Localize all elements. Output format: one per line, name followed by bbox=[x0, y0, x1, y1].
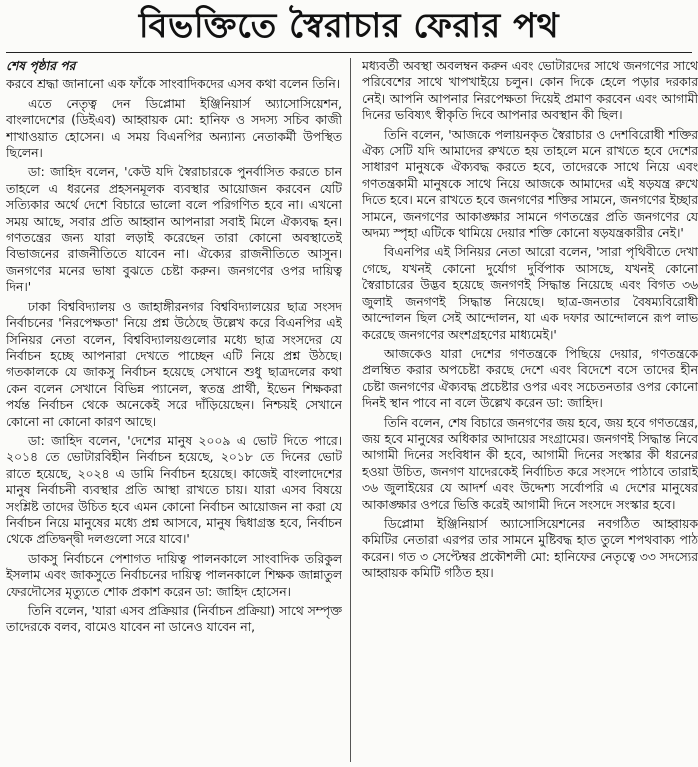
paragraph: আজকেও যারা দেশের গণতন্ত্রকে পিছিয়ে দেয়ার, গণতন্ত্রকে প্রলম্বিত করার অপচেষ্টা করছে দেশে এবং বিদেশে বসে তাদের হীন চেষ্টা জনগণের ঐক্যবদ্ধ প্রচেষ্টার ওপর এবং সচেতনতার ওপর কোনো দিনই স্থান পাবে না বলে উল্লেখ করেন ডা: জাহিদ। bbox=[362, 346, 698, 411]
continuation-tag: শেষ পৃষ্ঠার পর bbox=[6, 59, 76, 73]
paragraph: তিনি বলেন, 'আজকে পলায়নকৃত স্বৈরাচার ও দেশবিরোধী শক্তির ঐক্য সেটি যদি আমাদের রুখতে হয় তাহলে মনে রাখতে হবে দেশের সাধারণ মানুষকে ঐক্যবদ্ধ করতে হবে, তাদেরকে সাথে নিয়ে এবং গণতন্ত্রকামী মানুষকে সাথে নিয়ে আজকে আমাদের এই ষড়যন্ত্র রুখে দিতে হবে। মনে রাখতে হবে জনগণের শক্তির সামনে, জনগণের ইচ্ছার সামনে, জনগণের আকাঙ্ক্ষার সামনে গণতন্ত্রের প্রতি জনগণের যে অদম্য স্পৃহা এটিকে থামিয়ে দেয়ার শক্তি কোনো ষড়যন্ত্রকারীর নেই।' bbox=[362, 127, 698, 241]
paragraph: তিনি বলেন, 'যারা এসব প্রক্রিয়ার (নির্বাচন প্রক্রিয়া) সাথে সম্পৃক্ত তাদেরকে বলব, বামেও যাবেন না ডানেও যাবেন না, bbox=[6, 604, 342, 635]
left-column bbox=[6, 58, 342, 764]
paragraph: ডা: জাহিদ বলেন, 'দেশের মানুষ ২০০৯ এ ভোট দিতে পারে। ২০১৪ তে ভোটারবিহীন নির্বাচন হয়েছে, ২০১৮ তে দিনের ভোট রাতে হয়েছে, ২০২৪ এ ডামি নির্বাচন হয়েছে। কাজেই বাংলাদেশের মানুষ নির্বাচনী ব্যবস্থার প্রতি আস্থা রাখতে চায়। যারা এসব বিষয়ে সংশ্লিষ্ট তাদের উচিত হবে এমন কোনো নির্বাচন আয়োজন না করা যে নির্বাচন নিয়ে মানুষের মধ্যে প্রশ্ন আসবে, মানুষ দ্বিধাগ্রস্ত হবে, নির্বাচন থেকে প্রতিদ্বন্দ্বী দলগুলো সরে যাবে।' bbox=[6, 433, 342, 547]
headline: বিভক্তিতে স্বৈরাচার ফেরার পথ bbox=[138, 6, 560, 46]
paragraph: ডিপ্লোমা ইঞ্জিনিয়ার্স অ্যাসোসিয়েশনের নবগঠিত আহ্বায়ক কমিটির নেতারা এরপর তার সামনে মুষ্টিবদ্ধ হাত তুলে শপথবাক্য পাঠ করেন। গত ৩ সেপ্টেম্বর প্রকৌশলী মো: হানিফের নেতৃত্বে ৩৩ সদস্যের আহ্বায়ক কমিটি গঠিত হয়। bbox=[362, 516, 698, 581]
paragraph: করবে শ্রদ্ধা জানানো এক ফাঁকে সাংবাদিকদের এসব কথা বলেন তিনি। bbox=[6, 77, 341, 92]
paragraph: তিনি বলেন, শেষ বিচারে জনগণের জয় হবে, জয় হবে গণতন্ত্রের, জয় হবে মানুষের অধিকার আদায়ের সংগ্রামের। জনগণই সিদ্ধান্ত নিবে আগামী দিনের সংবিধান কী হবে, আগামী দিনের সংস্কার কী ধরনের হওয়া উচিত, জনগণ যাদেরকেই নির্বাচিত করে সংসদে পাঠাবে তারাই ৩৬ জুলাইয়ের যে আদর্শ এবং উদ্দেশ্য সর্বোপরি এ দেশের মানুষের আকাঙ্ক্ষার ওপরে ভিত্তি করেই আগামী দিনে সংসদে সংস্কার হবে। bbox=[362, 415, 698, 512]
paragraph: এতে নেতৃত্ব দেন ডিপ্লোমা ইঞ্জিনিয়ার্স অ্যাসোসিয়েশন, বাংলাদেশের (ডিইএব) আহ্বায়ক মো: হানিফ ও সদস্য সচিব কাজী শাখাওয়াত হোসেন। এ সময় বিএনপির অন্যান্য নেতাকর্মী উপস্থিত ছিলেন। bbox=[6, 96, 342, 161]
column-divider bbox=[350, 58, 351, 762]
paragraph: ডা: জাহিদ বলেন, 'কেউ যদি স্বৈরাচারকে পুনর্বাসিত করতে চান তাহলে এ ধরনের প্রহসনমূলক ব্যবস্থার আয়োজন করবেন যেটি সত্যিকার অর্থে দেশে বিচারে ভালো বলে পরিগণিত হবে না। এখনো সময় আছে, সবার প্রতি আহ্বান আপনারা সবাই মিলে ঐক্যবদ্ধ হন। গণতন্ত্রের জন্য যারা লড়াই করেছেন তারা কোনো অবস্থাতেই বিভাজনের রাজনীতিতে যাবেন না। ঐক্যের রাজনীতিতে আসুন। জনগণের মনের ভাষা বুঝতে চেষ্টা করুন। জনগণের ওপর দায়িত্ব দিন।' bbox=[6, 165, 342, 295]
right-column bbox=[362, 58, 698, 764]
paragraph: মধ্যবর্তী অবস্থা অবলম্বন করুন এবং ভোটারদের সাথে জনগণের সাথে পরিবেশের সাথে খাপখাইয়ে চলুন। কোন দিকে হেলে পড়ার দরকার নেই। আপনি আপনার নিরপেক্ষতা দিয়েই প্রমাণ করবেন এবং আগামী দিনের ভবিষ্যৎ স্বীকৃতি দিবে আপনার অবস্থান কী ছিল। bbox=[362, 59, 698, 123]
headline-rule bbox=[6, 52, 692, 53]
paragraph: বিএনপির এই সিনিয়র নেতা আরো বলেন, 'সারা পৃথিবীতে দেখা গেছে, যখনই কোনো দুর্যোগ দুর্বিপাক আসছে, যখনই কোনো স্বৈরাচারের উদ্ভব হয়েছে জনগণই সিদ্ধান্ত নিয়েছে এবং বিগত ৩৬ জুলাই জনগণই সিদ্ধান্ত নিয়েছে। ছাত্র-জনতার বৈষম্যবিরোধী আন্দোলন ছিল সেই আন্দোলন, যা এক দফার আন্দোলনে রূপ লাভ করেছে জনগণের অংশগ্রহণের মাধ্যমেই।' bbox=[362, 245, 698, 342]
paragraph: ঢাকা বিশ্ববিদ্যালয় ও জাহাঙ্গীরনগর বিশ্ববিদ্যালয়ের ছাত্র সংসদ নির্বাচনের 'নিরপেক্ষতা' নিয়ে প্রশ্ন উঠেছে উল্লেখ করে বিএনপির এই সিনিয়র নেতা বলেন, বিশ্ববিদ্যালয়গুলোর মধ্যে ছাত্র সংসদের যে নির্বাচন হচ্ছে আপনারা দেখতে পাচ্ছেন এটি নিয়ে প্রশ্ন উঠছে। গতকালকে যে জাকসু নির্বাচন হয়েছে সেখানে শুধু ছাত্রদলের কথা কেন বলেন সেখানে বিভিন্ন প্যানেল, স্বতন্ত্র প্রার্থী, ইভেন শিক্ষকরা পর্যন্ত নির্বাচন থেকে অনেকেই সরে দাঁড়িয়েছেন। নিশ্চয়ই সেখানে কোনো না কোনো কারণ আছে। bbox=[6, 299, 342, 429]
paragraph: ডাকসু নির্বাচনে পেশাগত দায়িত্ব পালনকালে সাংবাদিক তরিকুল ইসলাম এবং জাকসুতে নির্বাচনের দায়িত্ব পালনকালে শিক্ষক জান্নাতুল ফেরদৌসের মৃত্যুতে শোক প্রকাশ করেন ডা: জাহিদ হোসেন। bbox=[6, 551, 342, 599]
